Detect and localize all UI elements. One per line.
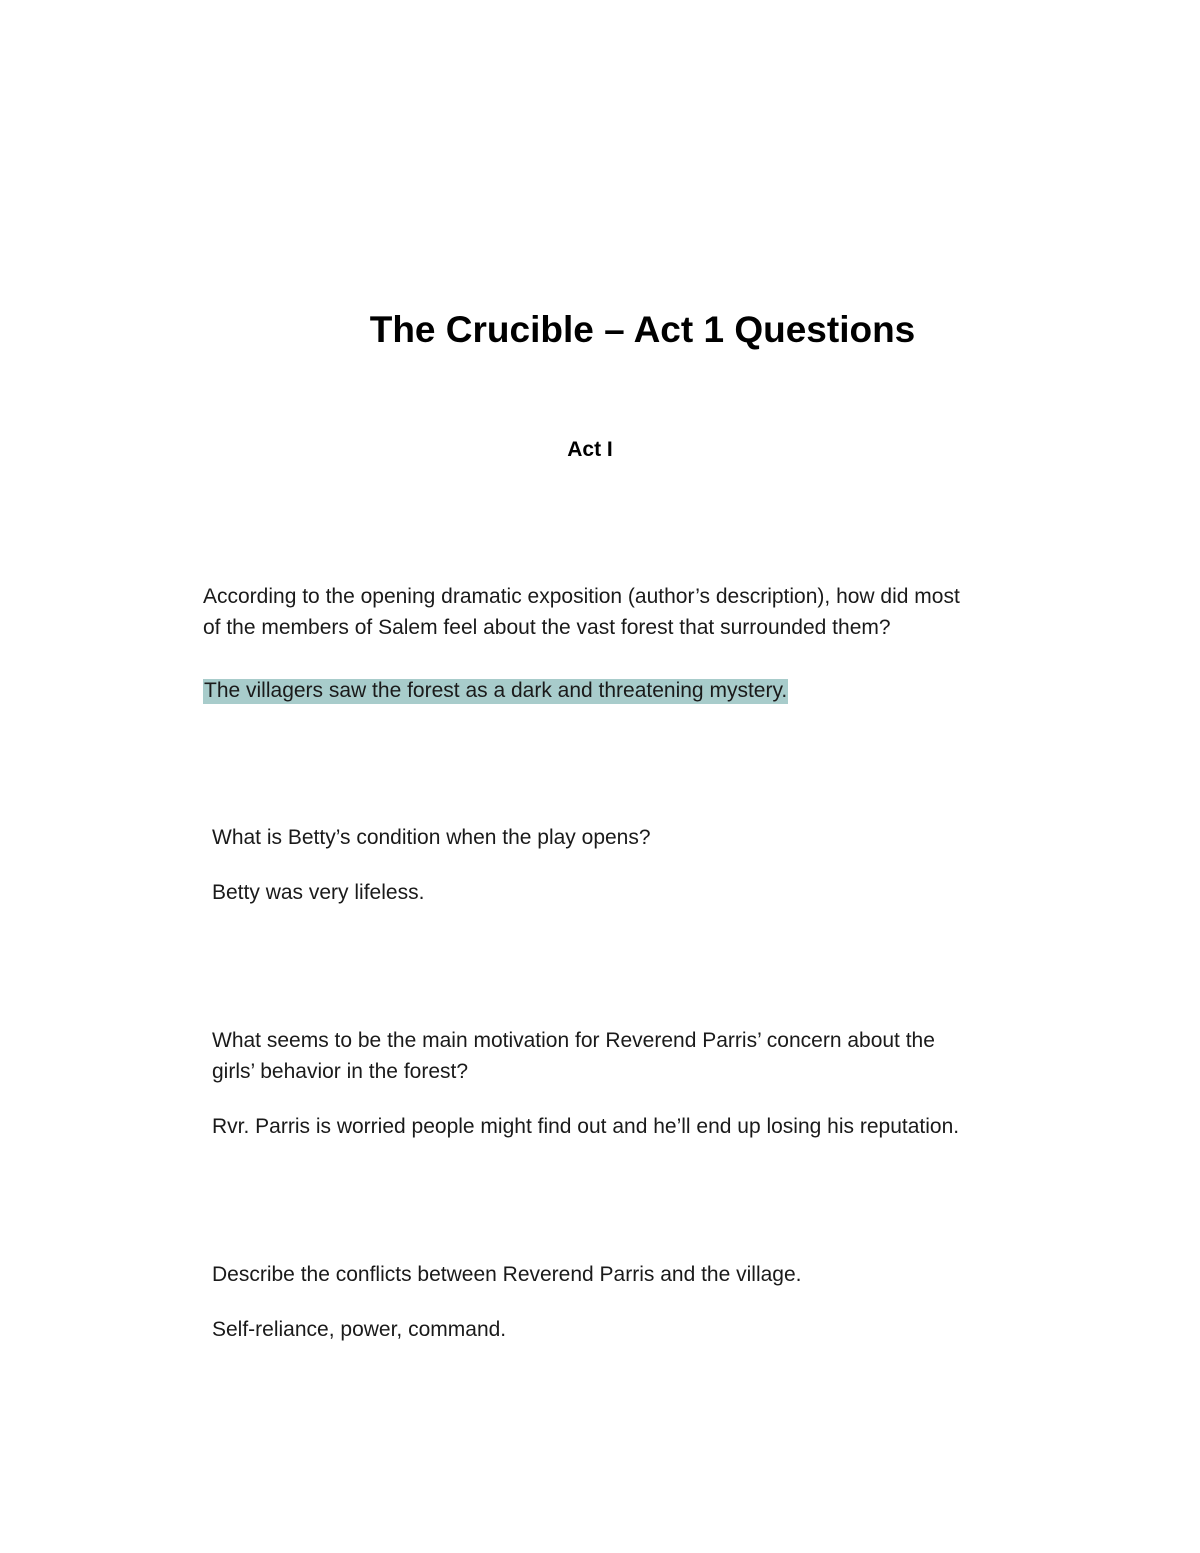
question-3	[212, 1025, 935, 1087]
question-3-line-2: girls’ behavior in the forest?	[212, 1060, 469, 1083]
answer-1	[203, 675, 788, 706]
question-1-line-2: of the members of Salem feel about the vast forest that surrounded them?	[203, 616, 891, 639]
answer-2: Betty was very lifeless.	[212, 881, 425, 904]
question-3-line-1: What seems to be the main motivation for Reverend Parris’ concern about the	[212, 1029, 935, 1052]
question-4	[212, 1259, 801, 1290]
question-4-line-1: Describe the conflicts between Reverend Parris and the village.	[212, 1263, 802, 1286]
question-2	[212, 822, 651, 853]
question-2-line-1: What is Betty’s condition when the play opens?	[212, 826, 651, 849]
answer-1-highlighted-text: The villagers saw the forest as a dark and threatening mystery.	[204, 679, 788, 702]
document-title: The Crucible – Act 1 Questions	[369, 309, 916, 350]
answer-3: Rvr. Parris is worried people might find out and he’ll end up losing his reputation.	[212, 1115, 960, 1138]
question-1	[203, 581, 960, 643]
answer-4: Self-reliance, power, command.	[212, 1318, 507, 1341]
section-heading: Act I	[567, 438, 613, 461]
question-1-line-1: According to the opening dramatic exposition (author’s description), how did most	[203, 585, 960, 608]
